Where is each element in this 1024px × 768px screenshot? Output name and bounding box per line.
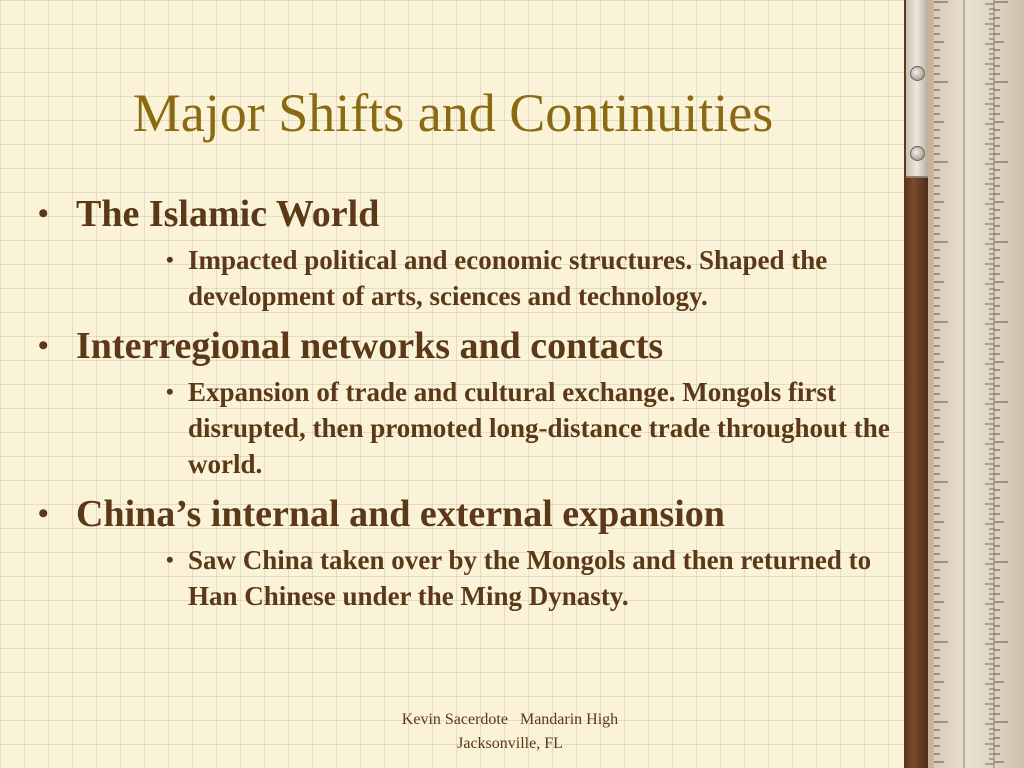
screw-icon [910, 66, 925, 81]
ruler-clamp [906, 0, 928, 178]
bullet-icon: • [166, 247, 174, 272]
bullet-label: China’s internal and external expansion [76, 493, 725, 535]
sub-bullet-text: Impacted political and economic structures. Shaped the development of arts, sciences and technology. [188, 245, 828, 311]
footer-location: Jacksonville, FL [457, 735, 563, 752]
bullet-label: The Islamic World [76, 193, 380, 235]
bullet-item-islamic-world [38, 192, 898, 236]
slide-footer [340, 708, 680, 756]
footer-author: Kevin Sacerdote Mandarin High [401, 711, 619, 728]
slide-title: Major Shifts and Continuities [132, 83, 774, 143]
bullet-icon: • [166, 547, 174, 572]
sub-bullet-item [166, 542, 898, 614]
sub-bullet-text: Saw China taken over by the Mongols and then returned to Han Chinese under the Ming Dynasty. [188, 545, 872, 611]
ruler-strip [934, 0, 1024, 768]
bullet-icon: • [166, 379, 174, 404]
bullet-icon: • [38, 197, 49, 230]
bullet-item-china-expansion [38, 492, 898, 536]
bullet-item-interregional-networks [38, 324, 898, 368]
sub-bullet-text: Expansion of trade and cultural exchange. Mongols first disrupted, then promoted long-distance trade throughout the world. [188, 377, 890, 479]
ruler-decoration [904, 0, 1024, 768]
bullet-icon: • [38, 329, 49, 362]
ruler-ticks [934, 0, 1024, 768]
screw-icon [910, 146, 925, 161]
sub-bullet-item [166, 242, 898, 314]
bullet-icon: • [38, 497, 49, 530]
bullet-label: Interregional networks and contacts [76, 325, 664, 367]
sub-bullet-item [166, 374, 898, 482]
bullet-list [38, 192, 898, 624]
